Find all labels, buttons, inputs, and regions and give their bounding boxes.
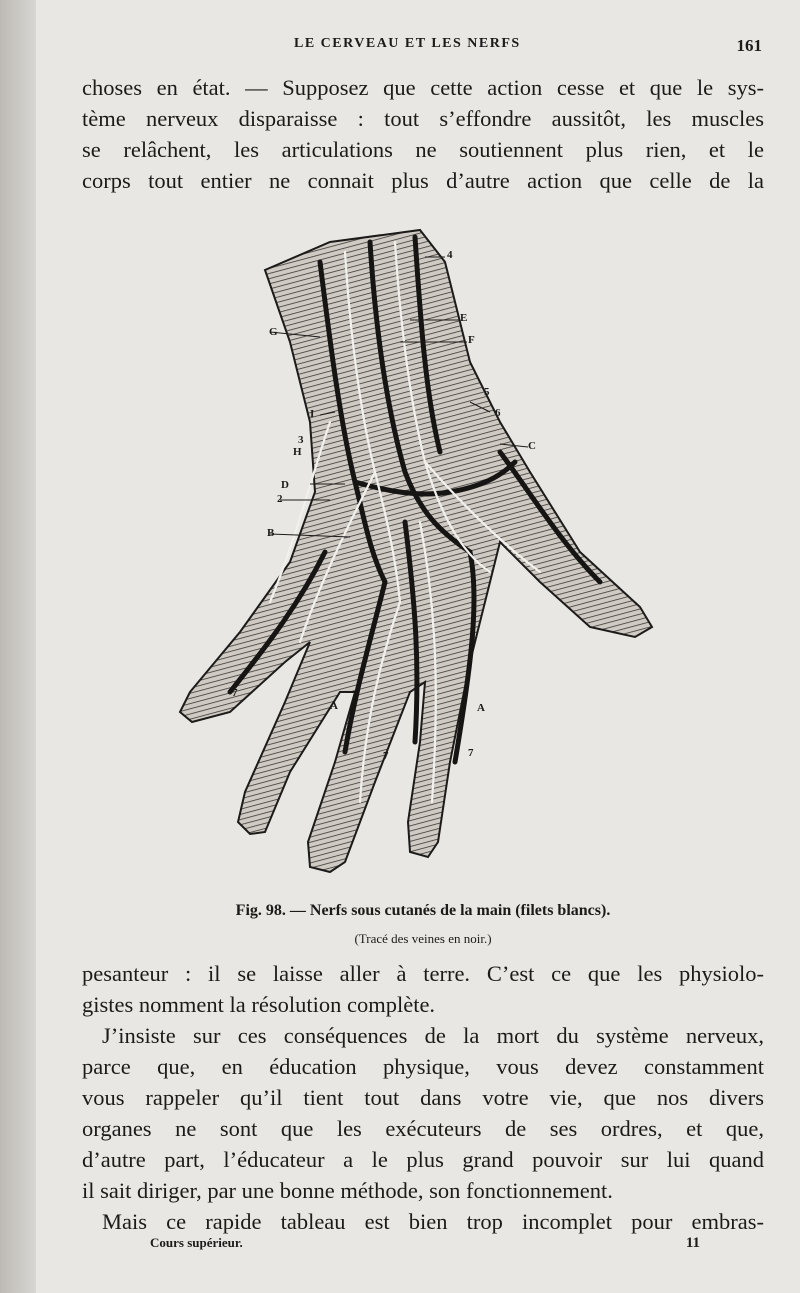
figure-label: C xyxy=(528,440,536,452)
text-line: parce que, en éducation physique, vous devez constamment xyxy=(82,1054,764,1079)
figure-label: G xyxy=(269,326,278,338)
figure-label: B xyxy=(267,527,275,539)
figure-label: 5 xyxy=(484,386,490,398)
figure-label: 7 xyxy=(232,687,238,699)
bottom-text xyxy=(82,958,764,1237)
hand-illustration xyxy=(170,222,670,882)
running-head-title: LE CERVEAU ET LES NERFS xyxy=(294,36,521,51)
page-number: 161 xyxy=(736,36,762,55)
top-paragraph xyxy=(82,72,764,196)
text-line: Mais ce rapide tableau est bien trop incomplet pour embras- xyxy=(102,1209,764,1234)
text-line: il sait diriger, par une bonne méthode, son fonctionnement. xyxy=(82,1178,613,1203)
text-line: J’insiste sur ces conséquences de la mort du système nerveux, xyxy=(102,1023,764,1048)
figure-label: D xyxy=(281,479,289,491)
hand-outline xyxy=(180,230,652,872)
running-head xyxy=(82,36,762,58)
text-line: d’autre part, l’éducateur a le plus grand pouvoir sur lui quand xyxy=(82,1147,764,1172)
figure-label: A xyxy=(330,700,338,712)
figure-subcaption: (Tracé des veines en noir.) xyxy=(354,931,492,946)
figure-label: I xyxy=(310,408,315,420)
text-line: gistes nomment la résolution complète. xyxy=(82,992,436,1017)
hand-engraving xyxy=(170,222,670,882)
page-gutter-shadow xyxy=(0,0,36,1293)
figure-label: 6 xyxy=(495,407,501,419)
figure-label: E xyxy=(460,312,468,324)
figure-label: 7 xyxy=(468,747,474,759)
figure-label: 2 xyxy=(277,493,283,505)
figure-label: H xyxy=(293,446,302,458)
footer-signature: Cours supérieur. xyxy=(150,1235,243,1250)
footer-signature-number: 11 xyxy=(685,1235,700,1251)
figure-caption: Fig. 98. — Nerfs sous cutanés de la main (filets blancs). xyxy=(235,902,611,919)
text-line: organes ne sont que les exécuteurs de ses ordres, et que, xyxy=(82,1116,764,1141)
figure-label: 4 xyxy=(447,249,453,261)
figure-label: 3 xyxy=(298,434,304,446)
figure-label: A xyxy=(477,702,485,714)
figure-label: 7 xyxy=(383,750,389,762)
text-line: tème nerveux disparaisse : tout s’effondre aussitôt, les muscles xyxy=(82,106,764,131)
figure-label: F xyxy=(468,334,475,346)
text-line: vous rappeler qu’il tient tout dans votre vie, que nos divers xyxy=(82,1085,764,1110)
text-line: corps tout entier ne connait plus d’autre action que celle de la xyxy=(82,168,764,193)
text-line: se relâchent, les articulations ne soutiennent plus rien, et le xyxy=(82,137,764,162)
text-line: choses en état. — Supposez que cette action cesse et que le sys- xyxy=(82,75,764,100)
text-line: pesanteur : il se laisse aller à terre. C’est ce que les physiolo- xyxy=(82,961,764,986)
